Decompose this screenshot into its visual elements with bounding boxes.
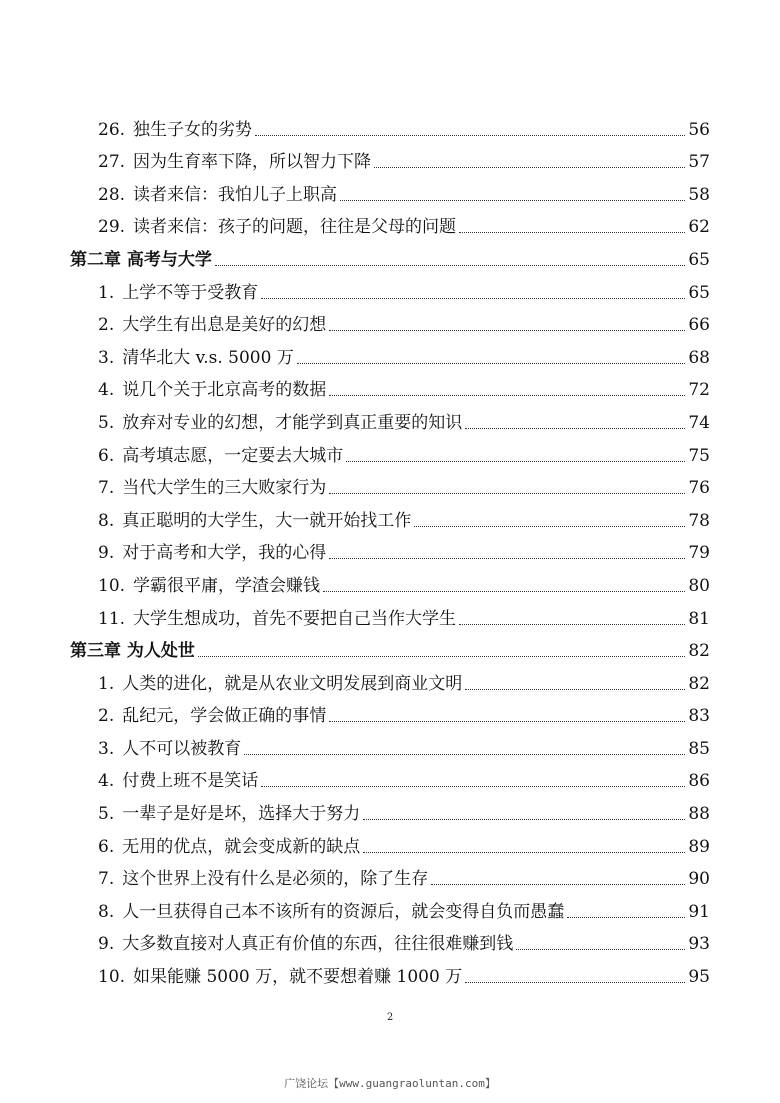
toc-dot-leader (329, 558, 685, 559)
toc-dot-leader (465, 428, 685, 429)
toc-page-number: 78 (688, 510, 710, 531)
toc-entry-number: 4. (98, 380, 115, 401)
toc-entry-title: 放弃对专业的幻想，才能学到真正重要的知识 (122, 412, 463, 433)
toc-entry-number: 8. (98, 510, 115, 531)
toc-dot-leader (329, 330, 685, 331)
toc-dot-leader (465, 689, 685, 690)
toc-entry-title: 真正聪明的大学生，大一就开始找工作 (122, 510, 412, 531)
toc-entry-number: 2. (98, 315, 115, 336)
toc-entry-number: 5. (98, 412, 115, 433)
toc-dot-leader (567, 917, 685, 918)
toc-entry-number: 7. (98, 869, 115, 890)
watermark-text: 广饶论坛【www.guangraoluntan.com】 (284, 1077, 496, 1090)
toc-page-number: 95 (688, 967, 710, 988)
toc-entry-row[interactable] (70, 532, 710, 565)
toc-entry-title: 高考填志愿，一定要去大城市 (122, 445, 344, 466)
toc-chapter-row[interactable] (70, 238, 710, 271)
toc-dot-leader (459, 232, 685, 233)
toc-entry-number: 10. (98, 575, 126, 596)
toc-dot-leader (261, 786, 685, 787)
toc-page-number: 56 (688, 119, 710, 140)
toc-entry-number: 9. (98, 934, 115, 955)
toc-page-number: 72 (688, 380, 710, 401)
toc-entry-number: 8. (98, 901, 115, 922)
toc-entry-number: 10. (98, 967, 126, 988)
toc-entry-title: 这个世界上没有什么是必须的，除了生存 (122, 869, 429, 890)
toc-entry-row[interactable] (70, 858, 710, 891)
toc-page-number: 57 (688, 152, 710, 173)
toc-entry-row[interactable] (70, 434, 710, 467)
toc-entry-row[interactable] (70, 206, 710, 239)
toc-page-number: 82 (688, 641, 710, 662)
toc-page-number: 80 (688, 575, 710, 596)
toc-entry-number: 4. (98, 771, 115, 792)
toc-entry-title: 当代大学生的三大败家行为 (122, 478, 327, 499)
toc-entry-row[interactable] (70, 695, 710, 728)
toc-dot-leader (198, 656, 685, 657)
toc-entry-number: 29. (98, 217, 126, 238)
toc-entry-title: 大多数直接对人真正有价值的东西，往往很难赚到钱 (122, 934, 514, 955)
toc-entry-row[interactable] (70, 890, 710, 923)
toc-page-number: 66 (688, 315, 710, 336)
toc-dot-leader (346, 461, 685, 462)
toc-entry-number: 9. (98, 543, 115, 564)
toc-entry-title: 无用的优点，就会变成新的缺点 (122, 836, 361, 857)
toc-entry-title: 一辈子是好是坏，选择大于努力 (122, 804, 361, 825)
toc-entry-title: 读者来信：孩子的问题，往往是父母的问题 (133, 217, 457, 238)
toc-entry-row[interactable] (70, 955, 710, 988)
toc-entry-row[interactable] (70, 499, 710, 532)
toc-dot-leader (329, 721, 685, 722)
toc-dot-leader (465, 982, 685, 983)
toc-entry-number: 5. (98, 804, 115, 825)
toc-entry-row[interactable] (70, 401, 710, 434)
toc-page-number: 65 (688, 282, 710, 303)
toc-page-number: 74 (688, 412, 710, 433)
toc-entry-title: 因为生育率下降，所以智力下降 (133, 152, 372, 173)
toc-entry-title: 上学不等于受教育 (122, 282, 259, 303)
toc-page-number: 62 (688, 217, 710, 238)
toc-entry-row[interactable] (70, 141, 710, 174)
toc-dot-leader (516, 949, 685, 950)
toc-entry-row[interactable] (70, 923, 710, 956)
toc-page-number: 68 (688, 347, 710, 368)
toc-chapter-title: 第三章 为人处世 (70, 641, 195, 662)
toc-dot-leader (215, 265, 685, 266)
toc-entry-title: 如果能赚 5000 万，就不要想着赚 1000 万 (133, 967, 463, 988)
toc-entry-row[interactable] (70, 304, 710, 337)
toc-page-number: 79 (688, 543, 710, 564)
toc-page-number: 58 (688, 184, 710, 205)
toc-page-number: 65 (688, 249, 710, 270)
toc-page-number: 82 (688, 673, 710, 694)
toc-page-number: 91 (688, 901, 710, 922)
toc-entry-row[interactable] (70, 369, 710, 402)
toc-entry-number: 3. (98, 347, 115, 368)
toc-entry-row[interactable] (70, 271, 710, 304)
toc-entry-title: 人类的进化，就是从农业文明发展到商业文明 (122, 673, 463, 694)
toc-entry-number: 6. (98, 445, 115, 466)
toc-dot-leader (329, 395, 685, 396)
toc-dot-leader (374, 167, 685, 168)
toc-entry-row[interactable] (70, 727, 710, 760)
toc-entry-title: 独生子女的劣势 (133, 119, 253, 140)
toc-entry-number: 11. (98, 608, 126, 629)
toc-page-number: 90 (688, 869, 710, 890)
toc-entry-row[interactable] (70, 564, 710, 597)
toc-entry-row[interactable] (70, 825, 710, 858)
toc-entry-row[interactable] (70, 173, 710, 206)
toc-entry-title: 人不可以被教育 (122, 738, 242, 759)
toc-entry-title: 学霸很平庸，学渣会赚钱 (133, 575, 321, 596)
toc-page-number: 76 (688, 478, 710, 499)
toc-dot-leader (459, 624, 685, 625)
toc-entry-number: 6. (98, 836, 115, 857)
toc-entry-title: 清华北大 v.s. 5000 万 (122, 347, 294, 368)
toc-page-number: 86 (688, 771, 710, 792)
toc-dot-leader (255, 135, 685, 136)
toc-entry-row[interactable] (70, 108, 710, 141)
toc-entry-title: 乱纪元，学会做正确的事情 (122, 706, 327, 727)
toc-entry-number: 2. (98, 706, 115, 727)
page-number: 2 (386, 1012, 394, 1023)
toc-dot-leader (431, 884, 685, 885)
toc-entry-title: 对于高考和大学，我的心得 (122, 543, 327, 564)
toc-entry-row[interactable] (70, 662, 710, 695)
toc-page-number: 81 (688, 608, 710, 629)
toc-entry-number: 27. (98, 152, 126, 173)
toc-entry-number: 7. (98, 478, 115, 499)
toc-page-number: 88 (688, 804, 710, 825)
toc-page-number: 93 (688, 934, 710, 955)
toc-entry-row[interactable] (70, 336, 710, 369)
toc-entry-number: 3. (98, 738, 115, 759)
toc-page-number: 85 (688, 738, 710, 759)
toc-page-number: 83 (688, 706, 710, 727)
toc-entry-row[interactable] (70, 760, 710, 793)
toc-dot-leader (363, 852, 685, 853)
toc-entry-title: 人一旦获得自己本不该所有的资源后，就会变得自负而愚蠢 (122, 901, 565, 922)
toc-entry-title: 说几个关于北京高考的数据 (122, 380, 327, 401)
toc-chapter-title: 第二章 高考与大学 (70, 249, 212, 270)
toc-entry-row[interactable] (70, 467, 710, 500)
toc-entry-number: 1. (98, 673, 115, 694)
toc-entry-row[interactable] (70, 792, 710, 825)
toc-entry-number: 1. (98, 282, 115, 303)
toc-page-number: 89 (688, 836, 710, 857)
toc-dot-leader (363, 819, 685, 820)
toc-entry-number: 26. (98, 119, 126, 140)
toc-entry-title: 大学生想成功，首先不要把自己当作大学生 (133, 608, 457, 629)
toc-chapter-row[interactable] (70, 630, 710, 663)
toc-entry-title: 大学生有出息是美好的幻想 (122, 315, 327, 336)
table-of-contents (70, 108, 710, 988)
toc-dot-leader (244, 754, 685, 755)
toc-page-number: 75 (688, 445, 710, 466)
toc-entry-row[interactable] (70, 597, 710, 630)
toc-entry-title: 读者来信：我怕儿子上职高 (133, 184, 338, 205)
toc-dot-leader (329, 493, 685, 494)
toc-dot-leader (261, 298, 685, 299)
toc-entry-title: 付费上班不是笑话 (122, 771, 259, 792)
toc-entry-number: 28. (98, 184, 126, 205)
toc-dot-leader (323, 591, 685, 592)
toc-dot-leader (297, 363, 686, 364)
toc-dot-leader (414, 526, 685, 527)
toc-dot-leader (340, 200, 685, 201)
